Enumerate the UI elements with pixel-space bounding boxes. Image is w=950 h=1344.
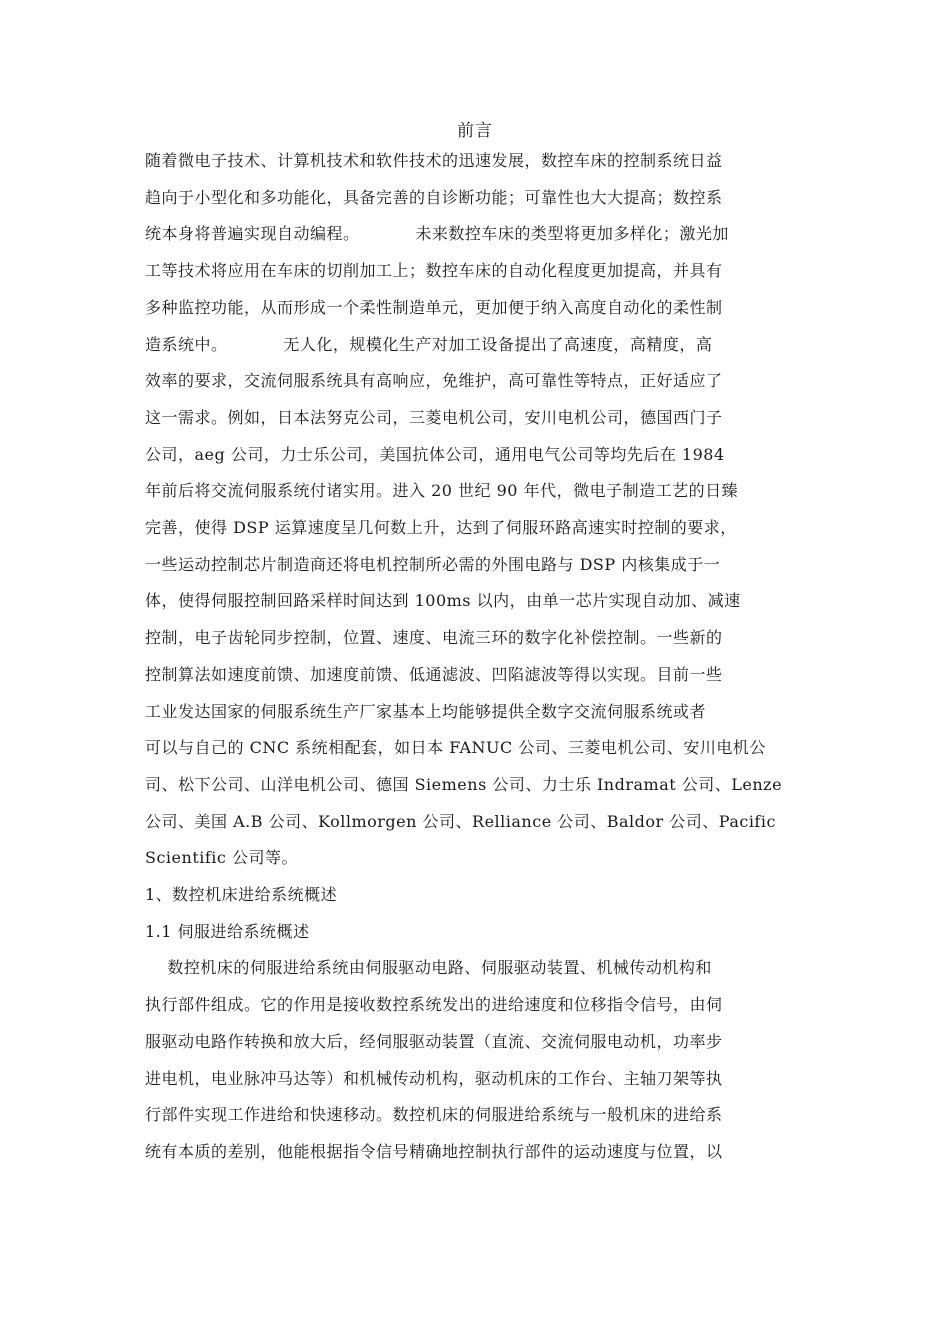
text-line: 执行部件组成。它的作用是接收数控系统发出的进给速度和位移指令信号，由伺: [145, 995, 723, 1015]
text-line: 行部件实现工作进给和快速移动。数控机床的伺服进给系统与一般机床的进给系: [145, 1105, 723, 1125]
text-line: 控制，电子齿轮同步控制，位置、速度、电流三环的数字化补偿控制。一些新的: [145, 628, 723, 648]
text-line: 1.1 伺服进给系统概述: [145, 921, 310, 941]
text-line: 体，使得伺服控制回路采样时间达到 100ms 以内，由单一芯片实现自动加、减速: [145, 591, 741, 611]
text-line: 多种监控功能，从而形成一个柔性制造单元，更加便于纳入高度自动化的柔性制: [145, 297, 723, 317]
text-line: 公司、美国 A.B 公司、Kollmorgen 公司、Relliance 公司、Baldor 公司、Pacific: [145, 811, 776, 831]
text-line: 造系统中。 无人化，规模化生产对加工设备提出了高速度，高精度，高: [145, 334, 713, 354]
text-line: 1、数控机床进给系统概述: [145, 885, 338, 904]
text-line: 趋向于小型化和多功能化，具备完善的自诊断功能；可靠性也大大提高；数控系: [145, 187, 723, 207]
text-line: 数控机床的伺服进给系统由伺服驱动电路、伺服驱动装置、机械传动机构和: [145, 958, 712, 978]
text-line: 统本身将普遍实现自动编程。 未来数控车床的类型将更加多样化；激光加: [145, 224, 729, 244]
text-line: 随着微电子技术、计算机技术和软件技术的迅速发展，数控车床的控制系统日益: [145, 151, 723, 170]
text-line: 工业发达国家的伺服系统生产厂家基本上均能够提供全数字交流伺服系统或者: [145, 701, 707, 721]
text-line: 统有本质的差别，他能根据指令信号精确地控制执行部件的运动速度与位置，以: [145, 1141, 723, 1161]
text-line: Scientific 公司等。: [145, 848, 298, 868]
text-line: 一些运动控制芯片制造商还将电机控制所必需的外围电路与 DSP 内核集成于一: [145, 554, 721, 574]
text-line: 年前后将交流伺服系统付诸实用。进入 20 世纪 90 年代，微电子制造工艺的日臻: [145, 481, 739, 501]
text-line: 服驱动电路作转换和放大后，经伺服驱动装置（直流、交流伺服电动机，功率步: [145, 1031, 723, 1051]
text-line: 控制算法如速度前馈、加速度前馈、低通滤波、凹陷滤波等得以实现。目前一些: [145, 664, 723, 684]
text-line: 公司，aeg 公司，力士乐公司，美国抗体公司，通用电气公司等均先后在 1984: [145, 444, 725, 464]
text-line: 效率的要求，交流伺服系统具有高响应，免维护，高可靠性等特点，正好适应了: [145, 371, 723, 391]
text-line: 工等技术将应用在车床的切削加工上；数控车床的自动化程度更加提高，并具有: [145, 261, 723, 281]
text-line: 可以与自己的 CNC 系统相配套，如日本 FANUC 公司、三菱电机公司、安川电机公: [145, 738, 766, 758]
text-line: 进电机，电业脉冲马达等）和机械传动机构，驱动机床的工作台、主轴刀架等执: [145, 1068, 723, 1088]
text-line: 司、松下公司、山洋电机公司、德国 Siemens 公司、力士乐 Indramat 公司、Lenze: [145, 774, 783, 794]
text-line: 完善，使得 DSP 运算速度呈几何数上升，达到了伺服环路高速实时控制的要求，: [145, 518, 737, 537]
text-line: 这一需求。例如，日本法努克公司，三菱电机公司，安川电机公司，德国西门子: [145, 407, 723, 427]
page-title: 前言: [457, 121, 493, 141]
